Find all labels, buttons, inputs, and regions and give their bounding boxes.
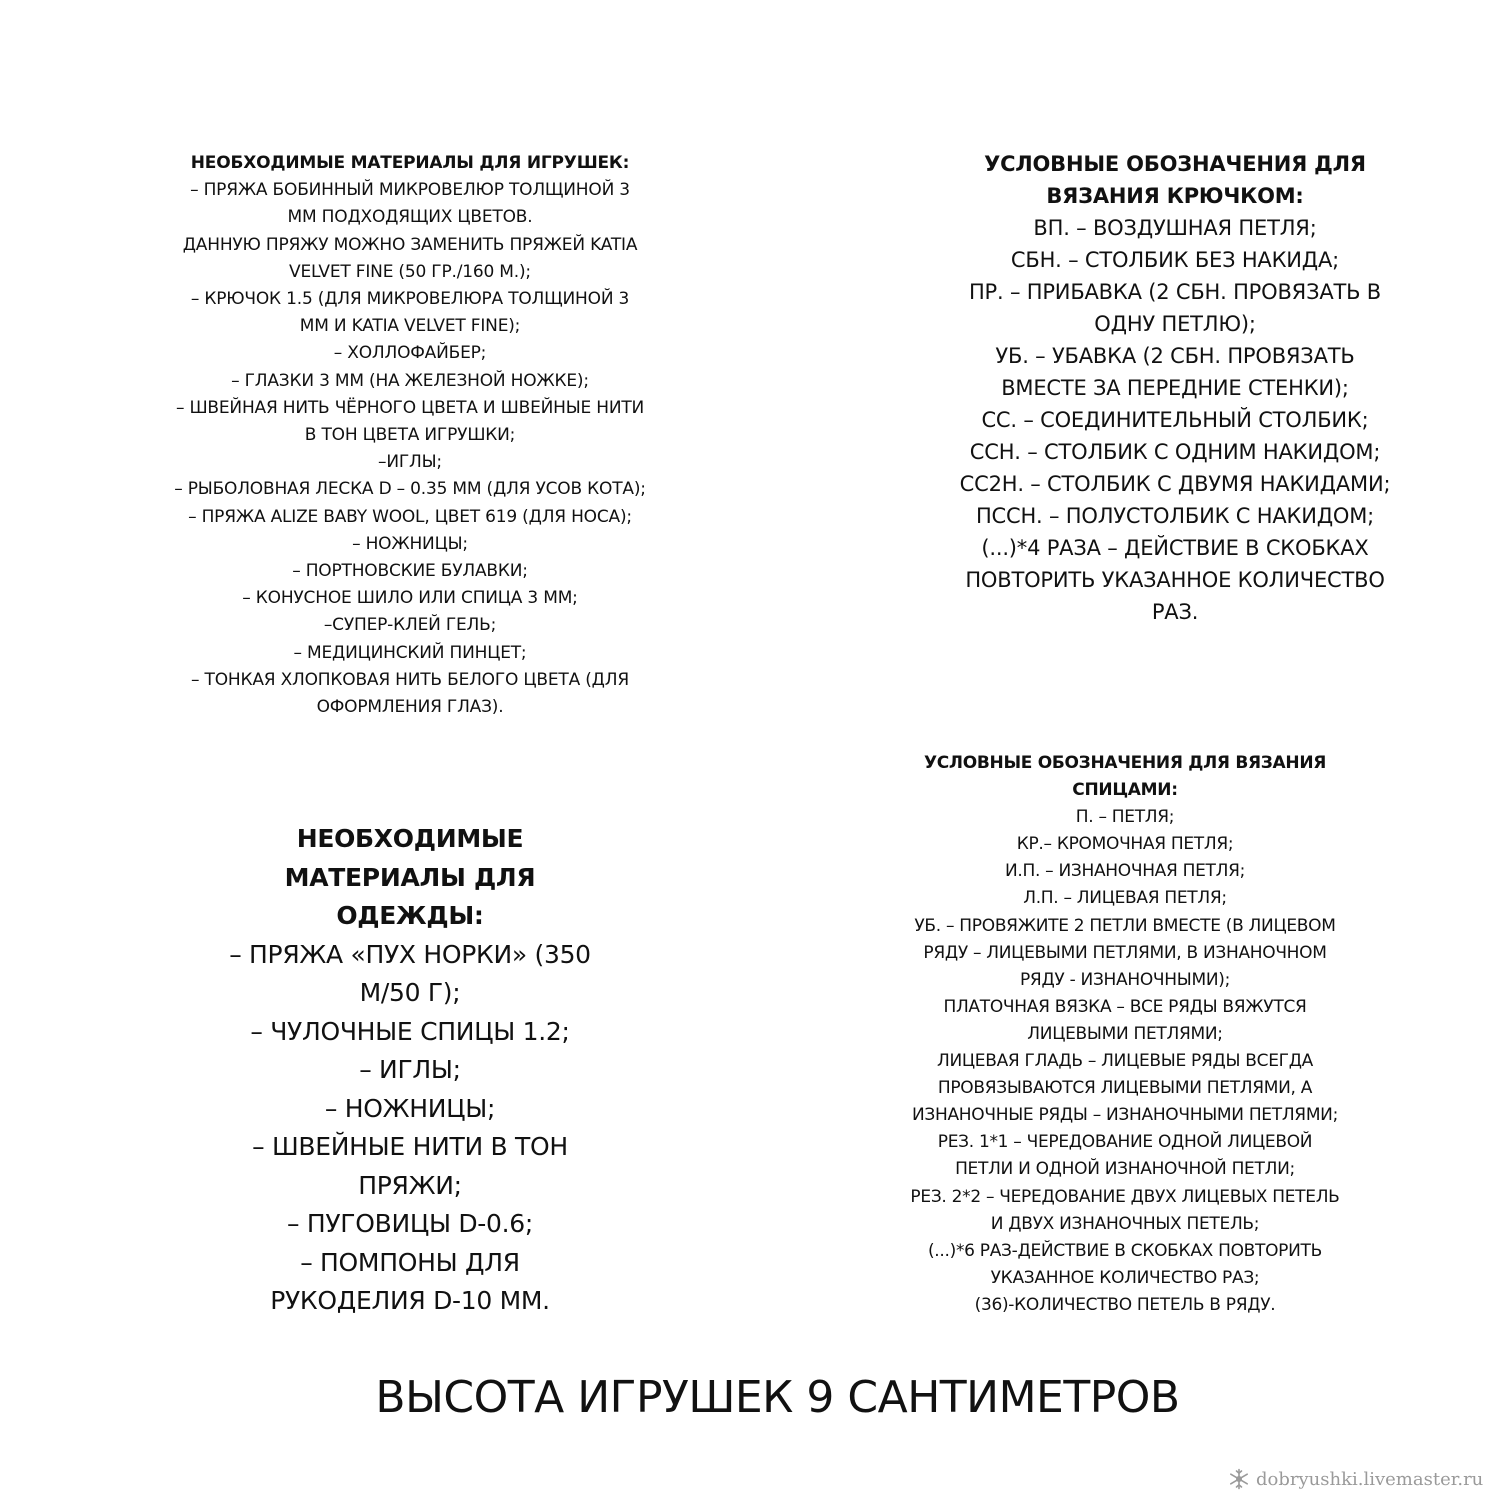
clothes-materials-item: – НОЖНИЦЫ; [324, 1093, 496, 1123]
clothes-materials-item: – ИГЛЫ; [359, 1055, 461, 1084]
knitting-abbreviation-item: (...)*6 РАЗ-ДЕЙСТВИЕ В СКОБКАХ ПОВТОРИТЬ [927, 1240, 1323, 1261]
clothes-materials-title: НЕОБХОДИМЫЕ [296, 824, 524, 853]
clothes-materials-item: – ЧУЛОЧНЫЕ СПИЦЫ 1.2; [250, 1016, 570, 1046]
toys-materials-item: ОФОРМЛЕНИЯ ГЛАЗ). [316, 697, 504, 718]
knitting-abbreviation-item: РЯДУ – ЛИЦЕВЫМИ ПЕТЛЯМИ, В ИЗНАНОЧНОМ [923, 942, 1327, 963]
knitting-abbreviation-item: РЕЗ. 2*2 – ЧЕРЕДОВАНИЕ ДВУХ ЛИЦЕВЫХ ПЕТЕЛЬ [910, 1186, 1340, 1207]
crochet-abbreviation-item: ВП. – ВОЗДУШНАЯ ПЕТЛЯ; [1033, 216, 1317, 240]
knitting-abbreviation-item: ИЗНАНОЧНЫЕ РЯДЫ – ИЗНАНОЧНЫМИ ПЕТЛЯМИ; [911, 1105, 1339, 1126]
knitting-abbreviation-item: КР.– КРОМОЧНАЯ ПЕТЛЯ; [1016, 834, 1234, 855]
toys-materials-item: –ИГЛЫ; [378, 452, 442, 473]
knitting-abbreviation-item: ПЕТЛИ И ОДНОЙ ИЗНАНОЧНОЙ ПЕТЛИ; [955, 1159, 1295, 1180]
crochet-abbreviation-item: ПССН. – ПОЛУСТОЛБИК С НАКИДОМ; [975, 504, 1375, 528]
toys-materials-item: – ТОНКАЯ ХЛОПКОВАЯ НИТЬ БЕЛОГО ЦВЕТА (ДЛЯ [191, 669, 629, 690]
crochet-abbreviations-title: ВЯЗАНИЯ КРЮЧКОМ: [1046, 184, 1304, 208]
toys-materials-item: – ПРЯЖА ALIZE BABY WOOL, ЦВЕТ 619 (ДЛЯ НОСА); [188, 506, 632, 527]
clothes-materials-item: М/50 Г); [359, 978, 461, 1007]
crochet-abbreviation-item: ОДНУ ПЕТЛЮ); [1094, 312, 1256, 336]
crochet-abbreviation-item: СС2Н. – СТОЛБИК С ДВУМЯ НАКИДАМИ; [959, 472, 1391, 496]
crochet-abbreviations-section [880, 148, 1470, 628]
knitting-abbreviations-title: СПИЦАМИ: [1072, 780, 1178, 801]
knitting-abbreviation-item: ЛИЦЕВЫМИ ПЕТЛЯМИ; [1027, 1023, 1223, 1044]
clothes-materials-item: – ПРЯЖА «ПУХ НОРКИ» (350 [229, 939, 591, 969]
knitting-abbreviation-item: РЕЗ. 1*1 – ЧЕРЕДОВАНИЕ ОДНОЙ ЛИЦЕВОЙ [937, 1132, 1313, 1153]
knitting-abbreviation-item: ЛИЦЕВАЯ ГЛАДЬ – ЛИЦЕВЫЕ РЯДЫ ВСЕГДА [936, 1051, 1314, 1072]
toys-materials-item: – РЫБОЛОВНАЯ ЛЕСКА D – 0.35 ММ (ДЛЯ УСОВ КОТА); [174, 479, 646, 500]
watermark [1228, 1468, 1483, 1490]
toys-materials-section [110, 150, 710, 721]
toy-height-note: ВЫСОТА ИГРУШЕК 9 САНТИМЕТРОВ [375, 1372, 1180, 1423]
knitting-abbreviation-item: И.П. – ИЗНАНОЧНАЯ ПЕТЛЯ; [1004, 861, 1246, 882]
clothes-materials-item: – ПОМПОНЫ ДЛЯ [300, 1247, 520, 1277]
toys-materials-item: –СУПЕР-КЛЕЙ ГЕЛЬ; [323, 615, 497, 636]
toys-materials-item: ДАННУЮ ПРЯЖУ МОЖНО ЗАМЕНИТЬ ПРЯЖЕЙ KATIA [182, 234, 638, 255]
toys-materials-item: – ШВЕЙНАЯ НИТЬ ЧЁРНОГО ЦВЕТА И ШВЕЙНЫЕ НИТИ [175, 397, 645, 418]
knitting-abbreviation-item: ПРОВЯЗЫВАЮТСЯ ЛИЦЕВЫМИ ПЕТЛЯМИ, А [937, 1078, 1313, 1099]
clothes-materials-item: ПРЯЖИ; [358, 1170, 462, 1200]
crochet-abbreviation-item: УБ. – УБАВКА (2 СБН. ПРОВЯЗАТЬ [995, 344, 1355, 368]
crochet-abbreviation-item: ПОВТОРИТЬ УКАЗАННОЕ КОЛИЧЕСТВО [965, 568, 1385, 592]
crochet-abbreviation-item: СС. – СОЕДИНИТЕЛЬНЫЙ СТОЛБИК; [981, 408, 1369, 432]
toys-materials-item: – НОЖНИЦЫ; [352, 533, 468, 554]
crochet-abbreviation-item: ВМЕСТЕ ЗА ПЕРЕДНИЕ СТЕНКИ); [1001, 376, 1349, 400]
crochet-abbreviation-item: СБН. – СТОЛБИК БЕЗ НАКИДА; [1010, 248, 1340, 272]
toys-materials-item: – ПРЯЖА БОБИННЫЙ МИКРОВЕЛЮР ТОЛЩИНОЙ 3 [190, 180, 630, 201]
toys-materials-item: – МЕДИЦИНСКИЙ ПИНЦЕТ; [293, 642, 527, 663]
crochet-abbreviation-item: РАЗ. [1151, 600, 1199, 624]
clothes-materials-item: – ПУГОВИЦЫ D-0.6; [286, 1209, 534, 1238]
knitting-abbreviation-item: ПЛАТОЧНАЯ ВЯЗКА – ВСЕ РЯДЫ ВЯЖУТСЯ [943, 996, 1307, 1017]
knitting-abbreviations-section [860, 750, 1390, 1319]
knitting-abbreviation-item: УКАЗАННОЕ КОЛИЧЕСТВО РАЗ; [990, 1267, 1260, 1288]
knitting-abbreviation-item: УБ. – ПРОВЯЖИТЕ 2 ПЕТЛИ ВМЕСТЕ (В ЛИЦЕВОМ [914, 915, 1336, 936]
knitting-abbreviations-title: УСЛОВНЫЕ ОБОЗНАЧЕНИЯ ДЛЯ ВЯЗАНИЯ [923, 753, 1327, 773]
crochet-abbreviation-item: ПР. – ПРИБАВКА (2 СБН. ПРОВЯЗАТЬ В [968, 280, 1382, 304]
toys-materials-item: В ТОН ЦВЕТА ИГРУШКИ; [304, 425, 516, 446]
knitting-abbreviation-item: П. – ПЕТЛЯ; [1075, 807, 1175, 828]
knitting-abbreviation-item: И ДВУХ ИЗНАНОЧНЫХ ПЕТЕЛЬ; [990, 1213, 1260, 1234]
toys-materials-item: – КОНУСНОЕ ШИЛО ИЛИ СПИЦА 3 ММ; [242, 588, 578, 609]
clothes-materials-item: – ШВЕЙНЫЕ НИТИ В ТОН [252, 1132, 568, 1161]
toys-materials-title: НЕОБХОДИМЫЕ МАТЕРИАЛЫ ДЛЯ ИГРУШЕК: [190, 153, 630, 173]
clothes-materials-item: РУКОДЕЛИЯ D-10 ММ. [270, 1286, 550, 1315]
toys-materials-item: – КРЮЧОК 1.5 (ДЛЯ МИКРОВЕЛЮРА ТОЛЩИНОЙ 3 [190, 289, 630, 310]
snowflake-icon [1228, 1468, 1250, 1490]
clothes-materials-title: МАТЕРИАЛЫ ДЛЯ [284, 862, 536, 892]
toys-materials-item: VELVET FINE (50 ГР./160 М.); [289, 261, 531, 282]
toys-materials-item: ММ ПОДХОДЯЩИХ ЦВЕТОВ. [287, 207, 533, 228]
knitting-abbreviation-item: РЯДУ - ИЗНАНОЧНЫМИ); [1019, 969, 1231, 990]
crochet-abbreviations-title: УСЛОВНЫЕ ОБОЗНАЧЕНИЯ ДЛЯ [984, 152, 1366, 176]
clothes-materials-section [180, 820, 640, 1321]
watermark-text: dobryushki.livemaster.ru [1256, 1468, 1484, 1490]
toys-materials-item: ММ И KATIA VELVET FINE); [299, 316, 521, 337]
crochet-abbreviation-item: (...)*4 РАЗА – ДЕЙСТВИЕ В СКОБКАХ [981, 536, 1369, 560]
knitting-abbreviation-item: Л.П. – ЛИЦЕВАЯ ПЕТЛЯ; [1023, 888, 1227, 909]
clothes-materials-title: ОДЕЖДЫ: [336, 901, 484, 930]
toys-materials-item: – ХОЛЛОФАЙБЕР; [333, 343, 487, 364]
crochet-abbreviation-item: ССН. – СТОЛБИК С ОДНИМ НАКИДОМ; [969, 440, 1381, 464]
knitting-abbreviation-item: (36)-КОЛИЧЕСТВО ПЕТЕЛЬ В РЯДУ. [974, 1294, 1276, 1315]
toys-materials-item: – ГЛАЗКИ 3 ММ (НА ЖЕЛЕЗНОЙ НОЖКЕ); [231, 370, 589, 391]
toys-materials-item: – ПОРТНОВСКИЕ БУЛАВКИ; [292, 561, 528, 582]
